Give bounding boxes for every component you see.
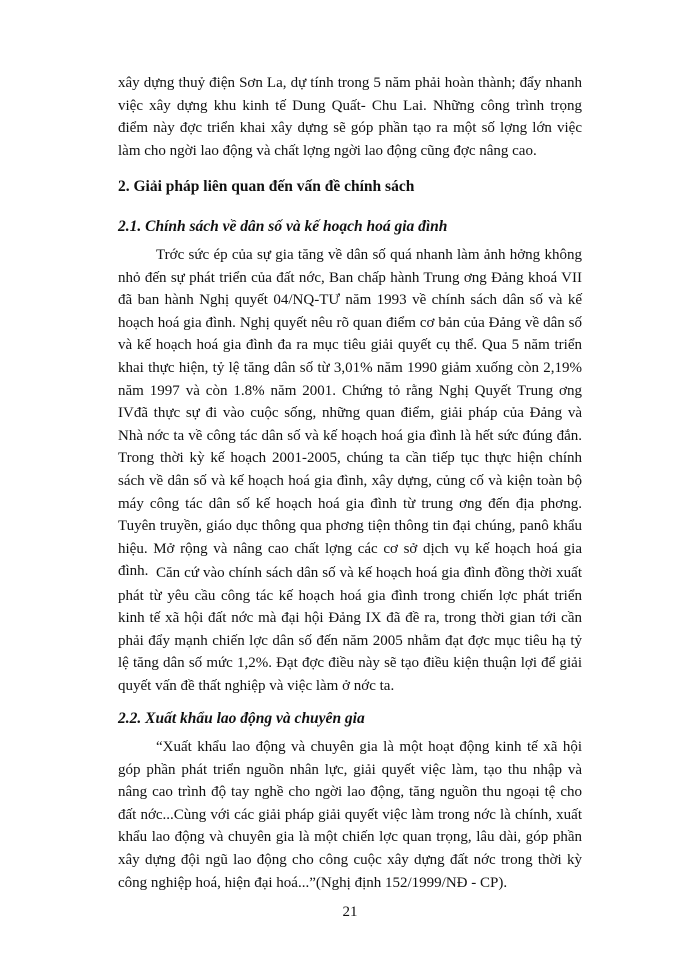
section-2-heading: 2. Giải pháp liên quan đến vấn đề chính sách	[118, 178, 415, 195]
continuation-paragraph: xây dựng thuỷ điện Sơn La, dự tính trong 5 năm phải hoàn thành; đẩy nhanh việc xây dựng khu kinh tế Dung Quất- Chu Lai. Những công trình trọng điểm này đợc triển khai xây dựng sẽ góp phần tạo ra một số lợng lớn việc làm cho ngời lao động và chất lợng ngời lao động cũng đợc nâng cao.	[118, 75, 582, 159]
paragraph-population-strategy: Căn cứ vào chính sách dân số và kế hoạch hoá gia đình đồng thời xuất phát từ yêu cầu công tác kế hoạch hoá gia đình trong chiến lợc phát triển kinh tế xã hội đất nớc mà đại hội Đảng IX đã đề ra, trong thời gian tới cần phải đẩy mạnh chiến lợc dân số đến năm 2005 nhằm đạt đợc mục tiêu hạ tỷ lệ tăng dân số mức 1,2%. Đạt đợc điều này sẽ tạo điều kiện thuận lợi để giải quyết vấn đề thất nghiệp và việc làm ở nớc ta.	[118, 565, 582, 694]
paragraph-population-policy: Trớc sức ép của sự gia tăng về dân số quá nhanh làm ảnh hởng không nhỏ đến sự phát triển của đất nớc, Ban chấp hành Trung ơng Đảng khoá VII đã ban hành Nghị quyết 04/NQ-TƯ năm 1993 về chính sách dân số và kế hoạch hoá gia đình. Nghị quyết nêu rõ quan điểm cơ bản của Đảng về dân số và kế hoạch hoá gia đình đa ra mục tiêu giải quyết cụ thể. Qua 5 năm triển khai thực hiện, tỷ lệ tăng dân số từ 3,01% năm 1990 giảm xuống còn 2,19% năm 1997 và còn 1.8% năm 2001. Chứng tỏ rằng Nghị Quyết Trung ơng IVđã thực sự đi vào cuộc sống, những quan điểm, giải pháp của Đảng và Nhà nớc ta về công tác dân số và kế hoạch hoá gia đình là hết sức đúng đắn. Trong thời kỳ kế hoạch 2001-2005, chúng ta cần tiếp tục thực hiện chính sách về dân số và kế hoạch hoá gia đình, xây dựng, củng cố và kiện toàn bộ máy công tác dân số kế hoạch hoá gia đình từ trung ơng đến địa phơng. Tuyên truyền, giáo dục thông qua phơng tiện thông tin đại chúng, panô khẩu hiệu. Mở rộng và nâng cao chất lợng các cơ sở dịch vụ kế hoạch hoá gia đình.	[118, 247, 582, 580]
paragraph-labour-export-quote: “Xuất khẩu lao động và chuyên gia là một hoạt động kinh tế xã hội góp phần phát triển nguồn nhân lực, giải quyết việc làm, tạo thu nhập và nâng cao trình độ tay nghề cho ngời lao động, tăng nguồn thu ngoại tệ cho đất nớc...Cùng với các giải pháp giải quyết việc làm trong nớc là chính, xuất khẩu lao động và chuyên gia là một chiến lợc quan trọng, lâu dài, góp phần xây dựng đội ngũ lao động cho công cuộc xây dựng đất nớc trong thời kỳ công nghiệp hoá, hiện đại hoá...”(Nghị định 152/1999/NĐ - CP).	[118, 739, 582, 891]
section-2-1-heading: 2.1. Chính sách về dân số và kế hoạch hoá gia đình	[118, 218, 448, 235]
section-2-2-heading: 2.2. Xuất khẩu lao động và chuyên gia	[118, 710, 365, 727]
page-number: 21	[342, 904, 358, 920]
